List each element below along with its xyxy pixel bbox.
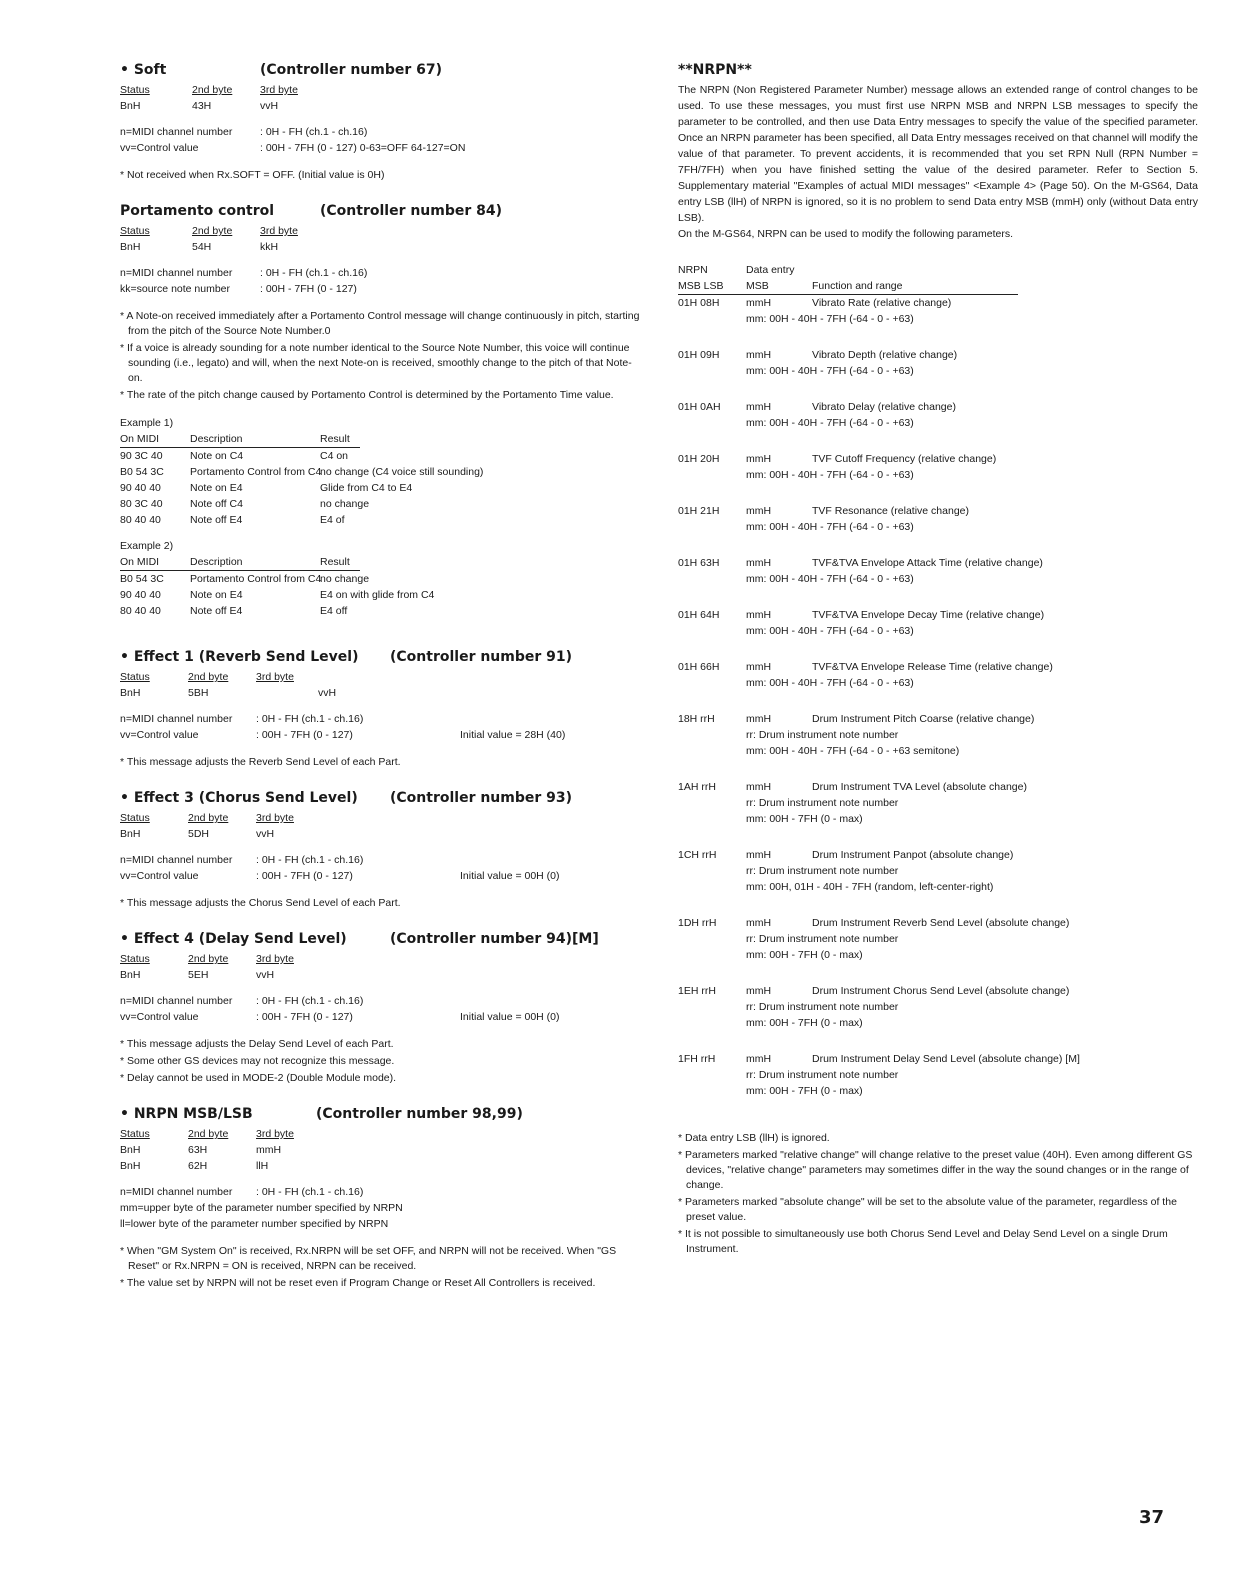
byte2-header: 2nd byte	[188, 1128, 229, 1140]
nrpn-row	[678, 1051, 1198, 1099]
result: Glide from C4 to E4	[320, 482, 413, 494]
range-detail: mm: 00H - 40H - 7FH (-64 - 0 - +63)	[746, 313, 914, 325]
effect3-value-row	[120, 826, 640, 842]
nrpn-number: 18H rrH	[678, 713, 715, 725]
byte3-value: vvH	[260, 100, 279, 112]
function-name: TVF&TVA Envelope Release Time (relative change)	[812, 661, 1053, 673]
param-row	[120, 852, 640, 868]
note: * It is not possible to simultaneously use both Chorus Send Level and Delay Send Level on a single Drum Instrument.	[678, 1228, 1168, 1255]
function-name: Drum Instrument Pitch Coarse (relative change)	[812, 713, 1035, 725]
function-name: Drum Instrument Panpot (absolute change)	[812, 849, 1014, 861]
portamento-header-row	[120, 223, 640, 239]
param-range: : 0H - FH (ch.1 - ch.16)	[256, 713, 364, 725]
effect3-controller: (Controller number 93)	[390, 790, 573, 806]
note: * If a voice is already sounding for a note number identical to the Source Note Number, this voice will continue sounding (i.e., legato) and will, when the next Note-on is received, smoothly change to the pitch of that Note-on.	[120, 342, 632, 384]
example-2-rows	[120, 571, 640, 619]
nrpn-number: 01H 63H	[678, 557, 720, 569]
description: Note on C4	[190, 450, 244, 462]
nrpn-number: 01H 09H	[678, 349, 720, 361]
param-label: n=MIDI channel number	[120, 854, 233, 866]
data-entry-msb: mmH	[746, 557, 772, 569]
status-header: Status	[120, 225, 150, 237]
effect3-title: • Effect 3 (Chorus Send Level)	[120, 790, 358, 806]
function-name: Drum Instrument Delay Send Level (absolute change) [M]	[812, 1053, 1080, 1065]
status-header: Status	[120, 953, 150, 965]
result: C4 on	[320, 450, 349, 462]
example-1-rows	[120, 448, 640, 528]
range-detail: rr: Drum instrument note number	[746, 1069, 899, 1081]
range-detail: mm: 00H - 40H - 7FH (-64 - 0 - +63)	[746, 469, 914, 481]
nrpn-row	[678, 451, 1198, 483]
function-name: TVF Cutoff Frequency (relative change)	[812, 453, 997, 465]
param-row	[120, 140, 640, 156]
param-range: : 00H - 7FH (0 - 127) 0-63=OFF 64-127=ON	[260, 142, 466, 154]
nrpn-table-header	[678, 262, 1198, 278]
effect3-heading	[120, 790, 640, 810]
midi-bytes: B0 54 3C	[120, 573, 164, 585]
function-name: Drum Instrument Reverb Send Level (absolute change)	[812, 917, 1070, 929]
param-label: n=MIDI channel number	[120, 126, 233, 138]
param-label: n=MIDI channel number	[120, 267, 233, 279]
range-detail: rr: Drum instrument note number	[746, 729, 899, 741]
result: E4 of	[320, 514, 345, 526]
nrpn-number: 01H 20H	[678, 453, 720, 465]
range-detail: rr: Drum instrument note number	[746, 797, 899, 809]
byte3-value: llH	[256, 1160, 269, 1172]
effect4-controller: (Controller number 94)	[390, 931, 573, 947]
description: Note off E4	[190, 514, 243, 526]
param-row	[120, 1009, 640, 1025]
param-label: mm=upper byte of the parameter number specified by NRPN	[120, 1202, 403, 1214]
function-name: Vibrato Depth (relative change)	[812, 349, 958, 361]
byte2-value: 5BH	[188, 687, 209, 699]
status-header: Status	[120, 84, 150, 96]
nrpn-msb-lsb-controller: (Controller number 98,99)	[316, 1106, 523, 1122]
param-row	[120, 281, 640, 297]
col-description: Description	[190, 433, 243, 445]
portamento-value-row	[120, 239, 640, 255]
example-2-label: Example 2)	[120, 540, 174, 552]
example-row	[120, 603, 640, 619]
nrpn-number: 1AH rrH	[678, 781, 716, 793]
result: E4 on with glide from C4	[320, 589, 435, 601]
range-detail: rr: Drum instrument note number	[746, 865, 899, 877]
range-detail: mm: 00H - 40H - 7FH (-64 - 0 - +63)	[746, 625, 914, 637]
param-label: n=MIDI channel number	[120, 1186, 233, 1198]
nrpn-value-row	[120, 1142, 640, 1158]
status-value: BnH	[120, 969, 141, 981]
soft-section	[120, 62, 640, 183]
note: * The value set by NRPN will not be reset even if Program Change or Reset All Controllers is received.	[120, 1277, 596, 1289]
nrpn-intro: The NRPN (Non Registered Parameter Number) message allows an extended range of control changes to be used. To use these messages, you must first use NRPN MSB and NRPN LSB messages to specify the parameter to be controlled, and then use Data Entry messages to specify the value of the specified parameter. Once an NRPN parameter has been specified, all Data Entry messages received on that channel will modify the value of that parameter. To prevent accidents, it is recommended that you set RPN Null (RPN Number = 7FH/7FH) when you have finished setting the value of the desired parameter. Refer to Section 5. Supplementary material "Examples of actual MIDI messages" <Example 4> (Page 50). On the M-GS64, Data entry LSB (llH) of NRPN is ignored, so it is no problem to send Data entry MSB (mmH) only (without Data entry LSB).	[678, 84, 1198, 224]
effect4-section	[120, 931, 640, 1086]
param-row	[120, 1184, 640, 1200]
effect4-heading	[120, 931, 640, 951]
initial-value: Initial value = 00H (0)	[460, 1011, 560, 1023]
result: no change	[320, 573, 370, 585]
nrpn-row	[678, 503, 1198, 535]
midi-bytes: 90 3C 40	[120, 450, 163, 462]
param-range: : 0H - FH (ch.1 - ch.16)	[260, 126, 368, 138]
data-entry-msb: mmH	[746, 609, 772, 621]
example-row	[120, 587, 640, 603]
param-label: n=MIDI channel number	[120, 995, 233, 1007]
data-entry-msb: mmH	[746, 985, 772, 997]
nrpn-row	[678, 295, 1198, 327]
nrpn-row	[678, 915, 1198, 963]
status-value: BnH	[120, 1160, 141, 1172]
range-detail: mm: 00H - 40H - 7FH (-64 - 0 - +63)	[746, 573, 914, 585]
nrpn-row	[678, 555, 1198, 587]
range-detail: mm: 00H - 40H - 7FH (-64 - 0 - +63)	[746, 417, 914, 429]
description: Note on E4	[190, 482, 243, 494]
status-value: BnH	[120, 100, 141, 112]
initial-value: Initial value = 28H (40)	[460, 729, 566, 741]
function-name: Drum Instrument Chorus Send Level (absolute change)	[812, 985, 1070, 997]
effect4-title: • Effect 4 (Delay Send Level)	[120, 931, 347, 947]
param-range: : 0H - FH (ch.1 - ch.16)	[260, 267, 368, 279]
status-value: BnH	[120, 1144, 141, 1156]
description: Portamento Control from C4	[190, 573, 322, 585]
example-row	[120, 571, 640, 587]
midi-bytes: 90 40 40	[120, 482, 161, 494]
left-column	[120, 62, 640, 1311]
effect3-header-row	[120, 810, 640, 826]
param-row	[120, 727, 640, 743]
effect1-section	[120, 649, 640, 770]
status-header: Status	[120, 1128, 150, 1140]
param-label: vv=Control value	[120, 1011, 199, 1023]
nrpn-msb-lsb-title: • NRPN MSB/LSB	[120, 1106, 253, 1122]
data-entry-msb: mmH	[746, 505, 772, 517]
module-mark: [M]	[572, 931, 599, 947]
param-label: vv=Control value	[120, 729, 199, 741]
param-row	[120, 993, 640, 1009]
col-result: Result	[320, 433, 350, 445]
data-entry-msb: mmH	[746, 661, 772, 673]
range-detail: rr: Drum instrument note number	[746, 1001, 899, 1013]
nrpn-header-row	[120, 1126, 640, 1142]
nrpn-table-subheader	[678, 278, 1018, 295]
initial-value: Initial value = 00H (0)	[460, 870, 560, 882]
param-range: : 0H - FH (ch.1 - ch.16)	[256, 1186, 364, 1198]
byte2-value: 63H	[188, 1144, 208, 1156]
status-header: Status	[120, 671, 150, 683]
status-value: BnH	[120, 241, 141, 253]
function-name: TVF&TVA Envelope Attack Time (relative change)	[812, 557, 1043, 569]
param-row	[120, 124, 640, 140]
note: * Parameters marked "relative change" will change relative to the preset value (40H). Even among different GS devices, "relative change" parameters may sometimes differ in the way the sound changes or in the range of change.	[678, 1149, 1193, 1191]
description: Note off C4	[190, 498, 243, 510]
param-row	[120, 265, 640, 281]
byte3-value: vvH	[318, 687, 337, 699]
byte3-header: 3rd byte	[260, 84, 298, 96]
col-on-midi: On MIDI	[120, 556, 160, 568]
portamento-heading	[120, 203, 640, 223]
note: * Parameters marked "absolute change" will be set to the absolute value of the parameter, regardless of the preset value.	[678, 1196, 1177, 1223]
col-on-midi: On MIDI	[120, 433, 160, 445]
soft-title: • Soft	[120, 62, 167, 78]
status-value: BnH	[120, 687, 141, 699]
note: * Data entry LSB (llH) is ignored.	[678, 1132, 830, 1144]
function-name: Drum Instrument TVA Level (absolute change)	[812, 781, 1027, 793]
nrpn-number: 01H 21H	[678, 505, 720, 517]
nrpn-number: 1DH rrH	[678, 917, 717, 929]
midi-bytes: 80 40 40	[120, 514, 161, 526]
byte2-value: 54H	[192, 241, 212, 253]
data-entry-msb: mmH	[746, 849, 772, 861]
soft-heading	[120, 62, 640, 82]
description: Note on E4	[190, 589, 243, 601]
nrpn-row	[678, 659, 1198, 691]
byte2-header: 2nd byte	[188, 671, 229, 683]
effect4-header-row	[120, 951, 640, 967]
example-header	[120, 554, 360, 571]
nrpn-table-rows	[678, 295, 1198, 1099]
nrpn-row	[678, 847, 1198, 895]
nrpn-title: **NRPN**	[678, 62, 752, 78]
header-function: Function and range	[812, 280, 903, 292]
result: E4 off	[320, 605, 348, 617]
effect1-controller: (Controller number 91)	[390, 649, 573, 665]
example-row	[120, 512, 640, 528]
byte2-value: 5DH	[188, 828, 210, 840]
note: * Not received when Rx.SOFT = OFF. (Initial value is 0H)	[120, 169, 385, 181]
note: * Delay cannot be used in MODE-2 (Double Module mode).	[120, 1072, 397, 1084]
example-row	[120, 464, 640, 480]
param-label: vv=Control value	[120, 870, 199, 882]
data-entry-msb: mmH	[746, 781, 772, 793]
portamento-section	[120, 203, 640, 619]
range-detail: mm: 00H - 7FH (0 - max)	[746, 1085, 863, 1097]
range-detail: rr: Drum instrument note number	[746, 933, 899, 945]
header-msb-lsb: MSB LSB	[678, 280, 724, 292]
header-nrpn: NRPN	[678, 264, 708, 276]
nrpn-row	[678, 711, 1198, 759]
midi-bytes: 80 40 40	[120, 605, 161, 617]
nrpn-number: 01H 64H	[678, 609, 720, 621]
data-entry-msb: mmH	[746, 349, 772, 361]
col-description: Description	[190, 556, 243, 568]
param-row	[120, 868, 640, 884]
example-1-label: Example 1)	[120, 417, 174, 429]
byte3-value: kkH	[260, 241, 279, 253]
range-detail: mm: 00H - 40H - 7FH (-64 - 0 - +63)	[746, 677, 914, 689]
function-name: Vibrato Rate (relative change)	[812, 297, 952, 309]
note: * Some other GS devices may not recognize this message.	[120, 1055, 395, 1067]
note: * The rate of the pitch change caused by Portamento Control is determined by the Portamento Time value.	[120, 389, 614, 401]
midi-bytes: 90 40 40	[120, 589, 161, 601]
byte2-value: 62H	[188, 1160, 208, 1172]
effect1-header-row	[120, 669, 640, 685]
byte3-header: 3rd byte	[256, 1128, 294, 1140]
byte3-value: mmH	[256, 1144, 282, 1156]
example-header	[120, 431, 360, 448]
param-row	[120, 711, 640, 727]
data-entry-msb: mmH	[746, 297, 772, 309]
result: no change	[320, 498, 370, 510]
status-header: Status	[120, 812, 150, 824]
note: * A Note-on received immediately after a Portamento Control message will change continuously in pitch, starting from the pitch of the Source Note Number.0	[120, 310, 640, 337]
param-range: : 0H - FH (ch.1 - ch.16)	[256, 995, 364, 1007]
nrpn-number: 01H 66H	[678, 661, 720, 673]
param-label: ll=lower byte of the parameter number specified by NRPN	[120, 1218, 389, 1230]
description: Note off E4	[190, 605, 243, 617]
nrpn-row	[678, 347, 1198, 379]
result: no change (C4 voice still sounding)	[320, 466, 484, 478]
nrpn-intro-2: On the M-GS64, NRPN can be used to modify the following parameters.	[678, 228, 1013, 240]
midi-bytes: 80 3C 40	[120, 498, 163, 510]
page-number: 37	[1138, 1507, 1164, 1528]
nrpn-msb-lsb-heading	[120, 1106, 640, 1126]
data-entry-msb: mmH	[746, 453, 772, 465]
example-row	[120, 496, 640, 512]
header-msb: MSB	[746, 280, 769, 292]
param-range: : 00H - 7FH (0 - 127)	[256, 729, 353, 741]
soft-controller: (Controller number 67)	[260, 62, 443, 78]
param-row	[120, 1216, 640, 1232]
range-detail: mm: 00H - 40H - 7FH (-64 - 0 - +63 semitone)	[746, 745, 960, 757]
byte2-header: 2nd byte	[188, 812, 229, 824]
description: Portamento Control from C4	[190, 466, 322, 478]
param-range: : 00H - 7FH (0 - 127)	[260, 283, 357, 295]
example-row	[120, 448, 640, 464]
note: * This message adjusts the Reverb Send Level of each Part.	[120, 756, 401, 768]
portamento-title: Portamento control	[120, 203, 275, 219]
note: * This message adjusts the Chorus Send Level of each Part.	[120, 897, 401, 909]
data-entry-msb: mmH	[746, 1053, 772, 1065]
col-result: Result	[320, 556, 350, 568]
soft-value-row	[120, 98, 640, 114]
byte3-header: 3rd byte	[256, 953, 294, 965]
nrpn-row	[678, 983, 1198, 1031]
example-label	[120, 538, 640, 554]
range-detail: mm: 00H - 7FH (0 - max)	[746, 949, 863, 961]
param-range: : 00H - 7FH (0 - 127)	[256, 1011, 353, 1023]
status-value: BnH	[120, 828, 141, 840]
effect4-value-row	[120, 967, 640, 983]
nrpn-row	[678, 607, 1198, 639]
soft-header-row	[120, 82, 640, 98]
range-detail: mm: 00H - 40H - 7FH (-64 - 0 - +63)	[746, 521, 914, 533]
data-entry-msb: mmH	[746, 713, 772, 725]
byte2-header: 2nd byte	[188, 953, 229, 965]
nrpn-msb-lsb-section	[120, 1106, 640, 1291]
range-detail: mm: 00H - 7FH (0 - max)	[746, 813, 863, 825]
nrpn-number: 1FH rrH	[678, 1053, 716, 1065]
portamento-controller: (Controller number 84)	[320, 203, 503, 219]
param-label: vv=Control value	[120, 142, 199, 154]
byte3-value: vvH	[256, 969, 275, 981]
data-entry-msb: mmH	[746, 917, 772, 929]
nrpn-number: 1EH rrH	[678, 985, 716, 997]
effect1-heading	[120, 649, 640, 669]
byte2-value: 43H	[192, 100, 212, 112]
nrpn-row	[678, 399, 1198, 431]
midi-bytes: B0 54 3C	[120, 466, 164, 478]
note: * When "GM System On" is received, Rx.NRPN will be set OFF, and NRPN will not be received. When "GS Reset" or Rx.NRPN = ON is received, NRPN can be received.	[120, 1245, 617, 1272]
function-name: TVF&TVA Envelope Decay Time (relative change)	[812, 609, 1045, 621]
param-label: kk=source note number	[120, 283, 231, 295]
range-detail: mm: 00H - 7FH (0 - max)	[746, 1017, 863, 1029]
byte3-value: vvH	[256, 828, 275, 840]
note: * This message adjusts the Delay Send Level of each Part.	[120, 1038, 394, 1050]
range-detail: mm: 00H, 01H - 40H - 7FH (random, left-center-right)	[746, 881, 994, 893]
param-label: n=MIDI channel number	[120, 713, 233, 725]
right-column	[678, 62, 1198, 1259]
byte3-header: 3rd byte	[260, 225, 298, 237]
header-data-entry: Data entry	[746, 264, 795, 276]
byte2-header: 2nd byte	[192, 225, 233, 237]
function-name: Vibrato Delay (relative change)	[812, 401, 956, 413]
effect1-title: • Effect 1 (Reverb Send Level)	[120, 649, 359, 665]
range-detail: mm: 00H - 40H - 7FH (-64 - 0 - +63)	[746, 365, 914, 377]
effect3-section	[120, 790, 640, 911]
example-row	[120, 480, 640, 496]
param-range: : 00H - 7FH (0 - 127)	[256, 870, 353, 882]
byte3-header: 3rd byte	[256, 671, 294, 683]
nrpn-number: 01H 0AH	[678, 401, 721, 413]
effect1-value-row	[120, 685, 640, 701]
nrpn-number: 01H 08H	[678, 297, 720, 309]
byte2-header: 2nd byte	[192, 84, 233, 96]
param-row	[120, 1200, 640, 1216]
function-name: TVF Resonance (relative change)	[812, 505, 969, 517]
data-entry-msb: mmH	[746, 401, 772, 413]
param-range: : 0H - FH (ch.1 - ch.16)	[256, 854, 364, 866]
nrpn-value-row	[120, 1158, 640, 1174]
example-label	[120, 415, 640, 431]
byte3-header: 3rd byte	[256, 812, 294, 824]
nrpn-row	[678, 779, 1198, 827]
nrpn-number: 1CH rrH	[678, 849, 717, 861]
byte2-value: 5EH	[188, 969, 209, 981]
